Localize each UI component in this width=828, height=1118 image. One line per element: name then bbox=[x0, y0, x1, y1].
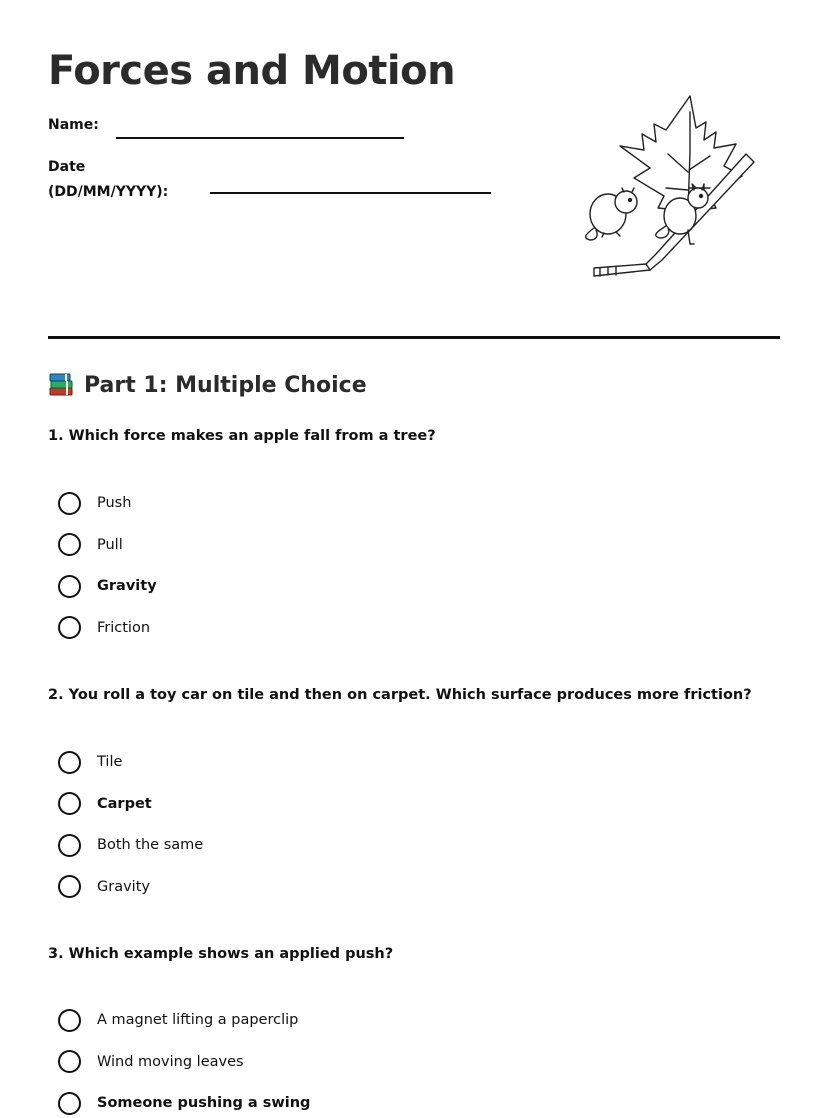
radio-button[interactable] bbox=[58, 751, 81, 774]
radio-button[interactable] bbox=[58, 575, 81, 598]
radio-button[interactable] bbox=[58, 492, 81, 515]
name-label: Name: bbox=[48, 117, 99, 133]
question-2-option-3[interactable] bbox=[58, 832, 203, 858]
question-3-option-2[interactable] bbox=[58, 1049, 244, 1075]
option-label: Push bbox=[97, 495, 132, 511]
question-3-text: 3. Which example shows an applied push? bbox=[48, 946, 394, 962]
radio-button[interactable] bbox=[58, 616, 81, 639]
question-2-option-2[interactable] bbox=[58, 791, 152, 817]
books-icon bbox=[48, 372, 74, 398]
date-label-line-2: (DD/MM/YYYY): bbox=[48, 184, 169, 200]
option-label: Wind moving leaves bbox=[97, 1053, 244, 1070]
worksheet-page bbox=[48, 0, 780, 1118]
radio-button[interactable] bbox=[58, 533, 81, 556]
radio-button[interactable] bbox=[58, 792, 81, 815]
section-heading bbox=[48, 372, 367, 398]
question-2-option-1[interactable] bbox=[58, 749, 122, 775]
option-label: Carpet bbox=[97, 795, 152, 812]
radio-button[interactable] bbox=[58, 834, 81, 857]
question-1-option-3[interactable] bbox=[58, 573, 157, 599]
option-label: Both the same bbox=[97, 837, 204, 853]
radio-button[interactable] bbox=[58, 1009, 81, 1032]
section-title: Part 1: Multiple Choice bbox=[84, 372, 367, 398]
radio-button[interactable] bbox=[58, 875, 81, 898]
question-1-text: 1. Which force makes an apple fall from a tree? bbox=[48, 428, 436, 444]
date-label-line-1: Date bbox=[48, 159, 86, 175]
question-3-option-3[interactable] bbox=[58, 1090, 310, 1116]
option-label: Tile bbox=[97, 754, 123, 770]
page-title: Forces and Motion bbox=[48, 48, 456, 94]
option-label: Pull bbox=[97, 536, 123, 553]
maple-leaf-beavers-hockey-stick-illustration bbox=[538, 92, 758, 282]
question-2-option-4[interactable] bbox=[58, 874, 150, 900]
date-label bbox=[48, 155, 168, 205]
question-1-option-1[interactable] bbox=[58, 490, 131, 516]
name-input-line[interactable] bbox=[116, 137, 404, 139]
radio-button[interactable] bbox=[58, 1092, 81, 1115]
option-label: Gravity bbox=[97, 578, 157, 594]
option-label: Someone pushing a swing bbox=[97, 1095, 311, 1111]
option-label: Gravity bbox=[97, 878, 150, 895]
radio-button[interactable] bbox=[58, 1050, 81, 1073]
option-label: Friction bbox=[97, 619, 151, 636]
date-input-line[interactable] bbox=[210, 192, 491, 194]
option-label: A magnet lifting a paperclip bbox=[97, 1012, 299, 1028]
section-divider bbox=[48, 336, 780, 339]
question-1-option-2[interactable] bbox=[58, 532, 123, 558]
question-1-option-4[interactable] bbox=[58, 615, 150, 641]
question-2-text: 2. You roll a toy car on tile and then on carpet. Which surface produces more friction? bbox=[48, 687, 752, 703]
question-3-option-1[interactable] bbox=[58, 1007, 298, 1033]
